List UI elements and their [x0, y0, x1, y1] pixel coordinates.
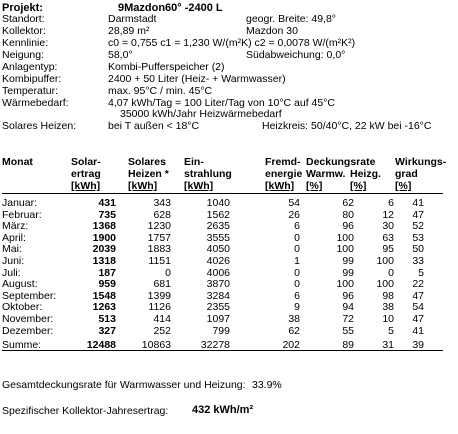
table-cell: Juli:: [2, 266, 21, 279]
table-cell: 252: [153, 324, 171, 337]
table-cell: 1230: [147, 220, 171, 233]
field-value: 2400 + 50 Liter (Heiz- + Warmwasser): [108, 73, 286, 85]
field-value: bei T außen < 18°C: [108, 120, 200, 132]
table-cell: 1: [294, 254, 300, 267]
table-cell: 62: [342, 197, 354, 209]
table-cell: März:: [2, 220, 29, 233]
table-cell: 10: [382, 312, 394, 325]
table-cell: Summe:: [2, 338, 42, 351]
col-solar-unit: [kWh]: [71, 180, 101, 192]
col-solar-line1: Solar-: [71, 156, 101, 168]
table-cell: 1900: [92, 231, 116, 244]
table-cell: 47: [412, 289, 424, 302]
table-row: [2, 314, 424, 326]
table-cell: 22: [412, 278, 424, 291]
col-wirk-unit: [%]: [395, 180, 412, 192]
table-cell: 1126: [148, 301, 171, 314]
col-fremd-line1: Fremd-: [265, 156, 301, 168]
field-value: Kombi-Pufferspeicher (2): [108, 61, 225, 73]
project-label: Projekt:: [2, 2, 43, 14]
table-cell: 9: [294, 301, 300, 314]
table-cell: 3555: [206, 231, 230, 244]
table-cell: 1562: [206, 208, 230, 221]
table-cell: 10863: [141, 338, 171, 351]
project-title: 9Mazdon60° -2400 L: [118, 2, 223, 14]
table-cell: 80: [342, 208, 354, 221]
col-monat-line1: Monat: [2, 156, 33, 168]
table-cell: 5: [418, 266, 424, 279]
field-value: Darmstadt: [108, 13, 157, 25]
table-cell: 628: [153, 208, 171, 221]
table-cell: 1263: [92, 301, 116, 314]
field-label: Anlagentyp:: [2, 61, 58, 73]
spez-value: 432 kWh/m²: [192, 404, 254, 416]
table-cell: 95: [382, 243, 394, 256]
table-cell: 2635: [206, 220, 230, 233]
col-heat-line2: Heizen *: [128, 168, 169, 180]
table-cell: Januar:: [2, 197, 38, 209]
table-row: [2, 256, 424, 268]
table-cell: 0: [165, 266, 171, 279]
table-cell: 1318: [92, 254, 116, 267]
table-cell: 0: [294, 278, 300, 291]
table-cell: 100: [376, 254, 394, 267]
table-cell: 99: [342, 254, 354, 267]
field-label: Neigung:: [2, 49, 45, 61]
col-wirk-line2: grad: [395, 168, 418, 180]
table-cell: August:: [2, 278, 38, 291]
table-cell: 100: [336, 278, 354, 291]
table-cell: 187: [98, 266, 116, 279]
table-cell: Oktober:: [2, 301, 43, 314]
table-cell: 94: [342, 301, 354, 314]
table-cell: 100: [336, 231, 354, 244]
table-cell: 31: [382, 338, 394, 351]
table-cell: 47: [412, 312, 424, 325]
table-cell: 513: [98, 312, 116, 325]
table-cell: 431: [98, 197, 116, 209]
table-cell: 0: [294, 243, 300, 256]
table-cell: 30: [382, 220, 394, 233]
table-cell: 6: [294, 220, 300, 233]
col-heat-line1: Solares: [128, 156, 166, 168]
table-cell: 12: [382, 208, 394, 221]
table-cell: 4050: [206, 243, 230, 256]
table-cell: 959: [98, 278, 116, 291]
gesamt-value: 33.9%: [252, 379, 282, 391]
field-label: Temperatur:: [2, 85, 59, 97]
field-label: Wärmebedarf:: [2, 97, 69, 109]
col-fremd-unit: [kWh]: [265, 180, 295, 192]
table-cell: 2039: [92, 243, 116, 256]
table-cell: 100: [336, 243, 354, 256]
table-cell: 4006: [206, 266, 230, 279]
sum-rule: [2, 350, 443, 351]
table-cell: 3284: [206, 289, 230, 302]
col-heiz-line2: Heizg.: [350, 168, 381, 180]
table-cell: 735: [98, 208, 116, 221]
table-cell: 1040: [206, 197, 230, 209]
table-cell: 1548: [92, 289, 116, 302]
col-heat-unit: [kWh]: [128, 180, 158, 192]
table-cell: 52: [412, 220, 424, 233]
table-cell: 98: [382, 289, 394, 302]
table-cell: 63: [382, 231, 394, 244]
table-cell: 414: [153, 312, 171, 325]
table-cell: 4026: [206, 254, 230, 267]
field-value: max. 95°C / min. 45°C: [108, 85, 213, 97]
table-cell: 89: [342, 338, 354, 351]
table-cell: 12488: [86, 338, 116, 351]
table-row: [2, 279, 424, 291]
table-cell: 327: [98, 324, 116, 337]
table-cell: 99: [342, 266, 354, 279]
table-cell: Februar:: [2, 208, 42, 221]
col-ein-line1: Ein-: [184, 156, 204, 168]
gesamt-label: Gesamtdeckungsrate für Warmwasser und Heizung:: [2, 379, 246, 391]
field-label: Kombipuffer:: [2, 73, 62, 85]
table-cell: Mai:: [2, 243, 22, 256]
table-cell: 54: [412, 301, 424, 314]
table-cell: 50: [412, 243, 424, 256]
col-ein-line2: strahlung: [184, 168, 232, 180]
col-heiz-unit: [%]: [350, 180, 367, 192]
table-cell: 6: [294, 289, 300, 302]
table-cell: 1883: [147, 243, 171, 256]
table-cell: 681: [153, 278, 171, 291]
table-cell: 38: [288, 312, 300, 325]
table-cell: 3870: [206, 278, 230, 291]
field-label: Solares Heizen:: [2, 120, 77, 132]
col-warm-line2: Warmw.: [306, 168, 346, 180]
table-cell: 62: [288, 324, 300, 337]
table-cell: November:: [2, 312, 54, 325]
table-cell: 96: [342, 220, 354, 233]
monthly-table: [2, 198, 424, 352]
table-cell: 39: [412, 338, 424, 351]
table-cell: 47: [412, 208, 424, 221]
table-cell: 38: [382, 301, 394, 314]
col-solar-line2: ertrag: [71, 168, 101, 180]
table-cell: 32278: [200, 338, 230, 351]
table-cell: 0: [388, 266, 394, 279]
field-extra: Mazdon 30: [246, 25, 298, 37]
field-extra: geogr. Breite: 49,8°: [246, 13, 337, 25]
field-value: 58,0°: [108, 49, 133, 61]
header-rule: [2, 193, 443, 194]
table-cell: 41: [412, 324, 424, 337]
field-extra: Heizkreis: 50/40°C, 22 kW bei -16°C: [262, 120, 432, 132]
table-cell: 55: [342, 324, 354, 337]
field-label: Kollektor:: [2, 25, 46, 37]
table-cell: April:: [2, 231, 26, 244]
table-cell: 1399: [147, 289, 171, 302]
table-row: [2, 198, 424, 210]
spez-label: Spezifischer Kollektor-Jahresertrag:: [2, 405, 169, 417]
table-cell: 100: [376, 278, 394, 291]
col-ein-unit: [kWh]: [184, 180, 214, 192]
field-value: 35000 kWh/Jahr Heizwärmebedarf: [120, 108, 282, 120]
table-cell: 343: [153, 197, 171, 209]
table-cell: 6: [388, 197, 394, 209]
table-cell: Dezember:: [2, 324, 54, 337]
table-cell: 0: [294, 231, 300, 244]
field-value: c0 = 0,755 c1 = 1,230 W/(m²K) c2 = 0,0078 W/(m²K²): [108, 37, 356, 49]
table-cell: 33: [412, 254, 424, 267]
col-warm-unit: [%]: [306, 180, 323, 192]
field-label: Kennlinie:: [2, 37, 49, 49]
table-cell: 2355: [206, 301, 230, 314]
table-cell: 53: [412, 231, 424, 244]
table-cell: 72: [342, 312, 354, 325]
table-cell: September:: [2, 289, 57, 302]
table-cell: 202: [282, 338, 300, 351]
table-cell: Juni:: [2, 254, 25, 267]
field-extra: Südabweichung: 0,0°: [246, 49, 346, 61]
table-cell: 1368: [92, 220, 116, 233]
table-cell: 0: [294, 266, 300, 279]
table-cell: 26: [288, 208, 300, 221]
table-cell: 1097: [206, 312, 230, 325]
table-row: [2, 326, 424, 338]
table-cell: 54: [288, 197, 300, 209]
table-cell: 41: [412, 197, 424, 209]
table-cell: 1757: [147, 231, 171, 244]
table-cell: 1151: [148, 254, 171, 267]
field-value: 4,07 kWh/Tag = 100 Liter/Tag von 10°C auf 45°C: [108, 97, 335, 109]
col-deckung-line1: Deckungsrate: [306, 156, 376, 168]
field-value: 28,89 m²: [108, 25, 150, 37]
col-fremd-line2: energie: [265, 168, 303, 180]
field-label: Standort:: [2, 13, 45, 25]
table-cell: 799: [212, 324, 230, 337]
table-cell: 5: [388, 324, 394, 337]
col-wirk-line1: Wirkungs-: [395, 156, 447, 168]
table-cell: 96: [342, 289, 354, 302]
